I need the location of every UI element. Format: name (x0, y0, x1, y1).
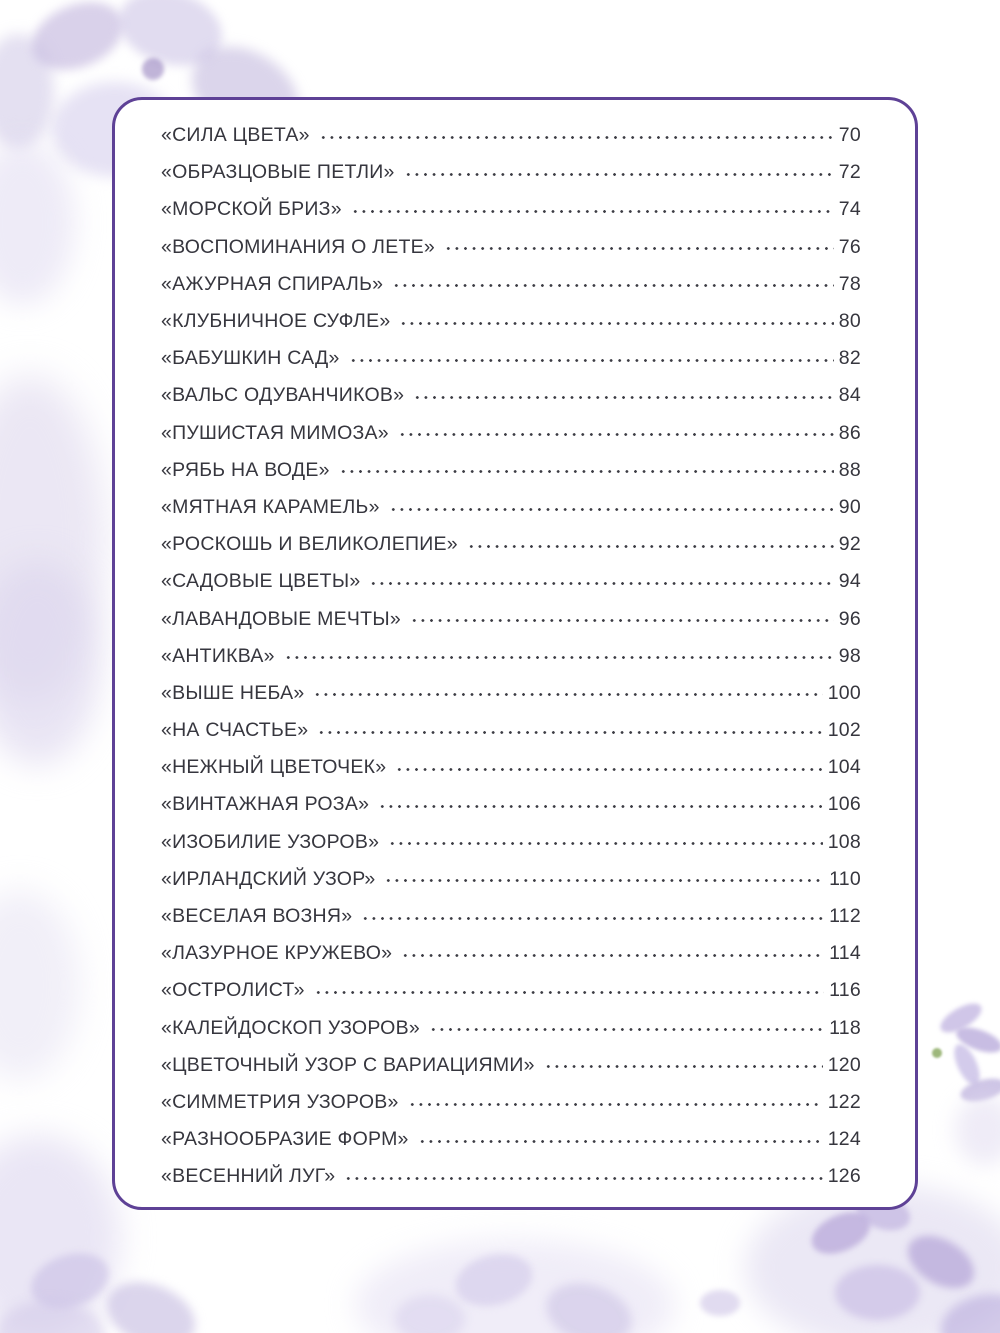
toc-entry-page: 118 (829, 1016, 861, 1039)
dot-leader (317, 721, 822, 740)
dot-leader (413, 386, 834, 405)
toc-entry-title: «ОСТРОЛИСТ» (161, 979, 305, 1002)
toc-entry-page: 120 (827, 1053, 861, 1076)
toc-entry-title: «КЛУБНИЧНОЕ СУФЛЕ» (161, 310, 391, 333)
toc-entry-title: «ВОСПОМИНАНИЯ О ЛЕТЕ» (161, 235, 435, 258)
toc-entry-title: «ИЗОБИЛИЕ УЗОРОВ» (161, 830, 380, 853)
toc-entry-page: 124 (827, 1128, 861, 1151)
toc-entry-title: «ИРЛАНДСКИЙ УЗОР» (161, 867, 376, 890)
dot-leader (399, 312, 833, 331)
toc-entry (161, 600, 861, 637)
dot-leader (344, 1167, 822, 1186)
dot-leader (351, 200, 834, 219)
toc-entry-page: 84 (838, 384, 861, 407)
toc-entry (161, 749, 861, 786)
toc-entry-title: «РОСКОШЬ И ВЕЛИКОЛЕПИЕ» (161, 533, 458, 556)
toc-entry-page: 106 (827, 793, 861, 816)
toc-entry (161, 415, 861, 452)
toc-entry-page: 122 (827, 1090, 861, 1113)
watercolor-wash (0, 140, 75, 305)
toc-entry (161, 935, 861, 972)
dot-leader (444, 238, 834, 257)
dot-leader (349, 349, 834, 368)
dot-leader (313, 684, 822, 703)
watercolor-bud (700, 1290, 740, 1316)
dot-leader (429, 1019, 824, 1038)
toc-entry (161, 303, 861, 340)
toc-entry (161, 972, 861, 1009)
dot-leader (404, 163, 834, 182)
toc-entry-title: «ЛАВАНДОВЫЕ МЕЧТЫ» (161, 607, 401, 630)
toc-entry-page: 88 (838, 458, 861, 481)
toc-entry-title: «НА СЧАСТЬЕ» (161, 719, 309, 742)
toc-entry-page: 110 (829, 867, 861, 890)
toc-entry-page: 90 (838, 495, 861, 518)
dot-leader (401, 944, 824, 963)
toc-entry (161, 824, 861, 861)
toc-entry-title: «МЯТНАЯ КАРАМЕЛЬ» (161, 495, 380, 518)
toc-entry-page: 86 (838, 421, 861, 444)
toc-entry-title: «ЦВЕТОЧНЫЙ УЗОР С ВАРИАЦИЯМИ» (161, 1053, 535, 1076)
toc-entry-title: «НЕЖНЫЙ ЦВЕТОЧЕК» (161, 756, 387, 779)
toc-entry-page: 100 (827, 681, 861, 704)
dot-leader (361, 907, 824, 926)
toc-entry-title: «ВЕСЕННИЙ ЛУГ» (161, 1165, 336, 1188)
leaf-dot (932, 1048, 942, 1058)
watercolor-wash (0, 890, 80, 1080)
dot-leader (398, 424, 834, 443)
toc-entry-page: 78 (838, 272, 861, 295)
toc-entry-page: 92 (838, 533, 861, 556)
toc-entry-title: «СИЛА ЦВЕТА» (161, 124, 310, 147)
toc-entry-title: «ПУШИСТАЯ МИМОЗА» (161, 421, 389, 444)
dot-leader (410, 610, 834, 629)
toc-entry (161, 377, 861, 414)
toc-entry (161, 675, 861, 712)
toc-entry (161, 117, 861, 154)
toc-entry (161, 1047, 861, 1084)
dot-leader (339, 461, 834, 480)
dot-leader (369, 572, 833, 591)
toc-entry-page: 112 (829, 905, 861, 928)
toc-entry (161, 489, 861, 526)
dot-leader (284, 647, 834, 666)
toc-entry-title: «СИММЕТРИЯ УЗОРОВ» (161, 1090, 399, 1113)
toc-entry-title: «АЖУРНАЯ СПИРАЛЬ» (161, 272, 384, 295)
toc-entry-title: «САДОВЫЕ ЦВЕТЫ» (161, 570, 361, 593)
toc-entry (161, 638, 861, 675)
toc-entry (161, 1010, 861, 1047)
dot-leader (408, 1093, 823, 1112)
toc-entry-title: «ЛАЗУРНОЕ КРУЖЕВО» (161, 942, 393, 965)
toc-entry (161, 861, 861, 898)
toc-entry-title: «ВИНТАЖНАЯ РОЗА» (161, 793, 370, 816)
toc-entry (161, 1121, 861, 1158)
dot-leader (388, 833, 823, 852)
watercolor-petal (97, 1270, 205, 1333)
toc-entry-title: «КАЛЕЙДОСКОП УЗОРОВ» (161, 1016, 420, 1039)
toc-entry-page: 76 (838, 235, 861, 258)
watercolor-petal (835, 1265, 920, 1320)
toc-entry-page: 72 (838, 161, 861, 184)
dot-leader (319, 126, 834, 145)
toc-entry (161, 452, 861, 489)
toc-entry (161, 712, 861, 749)
toc-entry-page: 70 (838, 124, 861, 147)
toc-entry (161, 154, 861, 191)
toc-entry (161, 786, 861, 823)
toc-entry (161, 1084, 861, 1121)
toc-entry (161, 1158, 861, 1195)
dot-leader (378, 795, 823, 814)
toc-entry-page: 98 (838, 644, 861, 667)
toc-entry-page: 126 (827, 1165, 861, 1188)
dot-leader (384, 870, 824, 889)
toc-list (161, 117, 861, 1195)
toc-entry (161, 526, 861, 563)
toc-entry-page: 102 (827, 719, 861, 742)
dot-leader (314, 981, 824, 1000)
dot-leader (544, 1056, 823, 1075)
toc-entry-title: «РАЗНООБРАЗИЕ ФОРМ» (161, 1128, 409, 1151)
toc-entry-title: «МОРСКОЙ БРИЗ» (161, 198, 342, 221)
toc-entry (161, 898, 861, 935)
toc-entry-page: 96 (838, 607, 861, 630)
toc-entry-title: «АНТИКВА» (161, 644, 275, 667)
toc-entry-title: «РЯБЬ НА ВОДЕ» (161, 458, 330, 481)
dot-leader (418, 1130, 823, 1149)
toc-entry-title: «ВЕСЕЛАЯ ВОЗНЯ» (161, 905, 353, 928)
toc-entry (161, 266, 861, 303)
dot-leader (395, 758, 822, 777)
toc-entry-title: «ВЫШЕ НЕБА» (161, 681, 305, 704)
toc-entry-title: «ВАЛЬС ОДУВАНЧИКОВ» (161, 384, 405, 407)
toc-entry-page: 114 (829, 942, 861, 965)
watercolor-wash (955, 1095, 1000, 1165)
toc-entry-page: 94 (838, 570, 861, 593)
dot-leader (389, 498, 834, 517)
toc-entry-page: 116 (829, 979, 861, 1002)
toc-entry-page: 74 (838, 198, 861, 221)
dot-leader (392, 275, 834, 294)
toc-entry (161, 229, 861, 266)
toc-entry-title: «БАБУШКИН САД» (161, 347, 340, 370)
toc-entry-page: 108 (827, 830, 861, 853)
toc-entry-page: 104 (827, 756, 861, 779)
toc-entry-page: 80 (838, 310, 861, 333)
toc-entry-page: 82 (838, 347, 861, 370)
toc-entry (161, 563, 861, 600)
toc-entry-title: «ОБРАЗЦОВЫЕ ПЕТЛИ» (161, 161, 395, 184)
dot-leader (467, 535, 834, 554)
watercolor-flower-center (142, 58, 164, 80)
page-frame (112, 97, 918, 1210)
toc-entry (161, 340, 861, 377)
toc-entry (161, 191, 861, 228)
